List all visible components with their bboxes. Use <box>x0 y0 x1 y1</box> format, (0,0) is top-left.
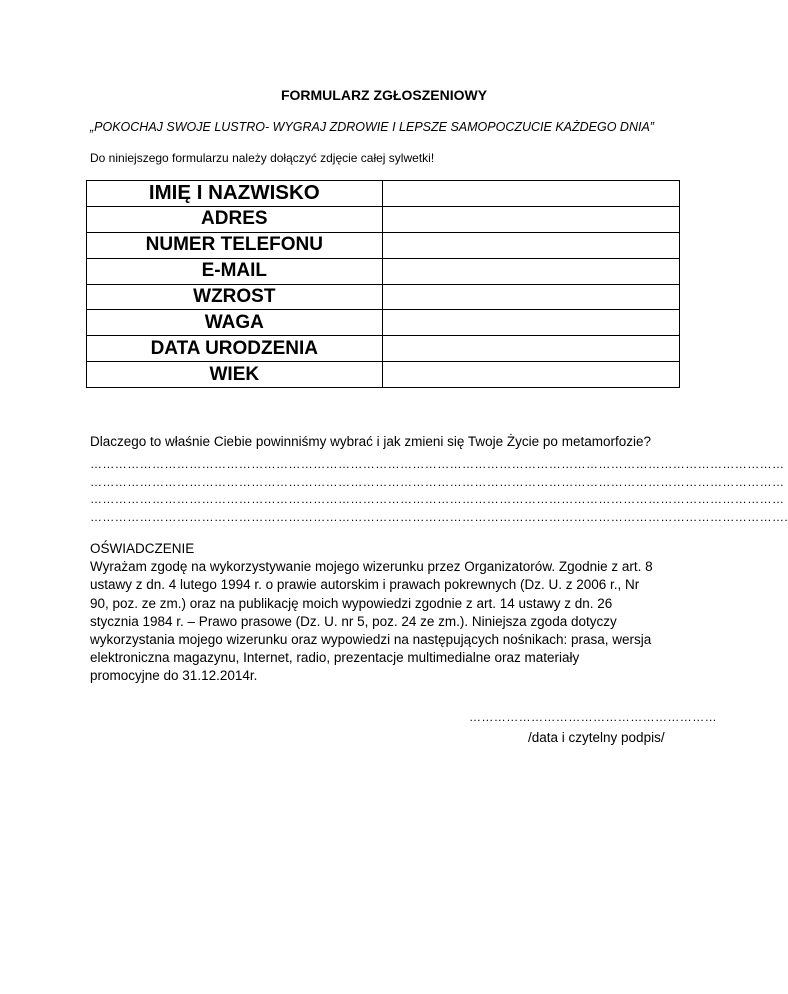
answer-line-4[interactable]: ……………………………………………………………………………………………………………………………………………………. <box>90 510 788 524</box>
form-row <box>87 362 680 388</box>
personal-data-table <box>86 180 680 388</box>
field-value-cell[interactable] <box>382 206 679 232</box>
form-row <box>87 206 680 232</box>
form-row <box>87 232 680 258</box>
field-value-cell[interactable] <box>382 232 679 258</box>
declaration-heading: OŚWIADCZENIE <box>90 541 195 556</box>
declaration-section <box>90 540 690 686</box>
field-label: ADRES <box>87 206 383 232</box>
field-label: IMIĘ I NAZWISKO <box>87 181 383 207</box>
question-text: Dlaczego to właśnie Ciebie powinniśmy wybrać i jak zmieni się Twoje Życie po metamorfozie? <box>90 434 651 449</box>
form-subtitle: „POKOCHAJ SWOJE LUSTRO- WYGRAJ ZDROWIE I LEPSZE SAMOPOCZUCIE KAŻDEGO DNIA” <box>90 120 654 134</box>
field-value-cell[interactable] <box>382 336 679 362</box>
form-row <box>87 336 680 362</box>
field-label: WAGA <box>87 310 383 336</box>
field-value-cell[interactable] <box>382 362 679 388</box>
declaration-text: Wyrażam zgodę na wykorzystywanie mojego wizerunku przez Organizatorów. Zgodnie z art. 8 ustawy z dn. 4 lutego 1994 r. o prawie autorskim i prawach pokrewnych (Dz. U. z 2006 r., Nr 90, poz. ze zm.) oraz na publikację moich wypowiedzi zgodnie z art. 14 ustawy z dn. 26 stycznia 1984 r. – Prawo prasowe (Dz. U. nr 5, poz. 24 ze zm.). Niniejsza zgoda dotyczy wykorzystania mojego wizerunku oraz wypowiedzi na następujących nośnikach: prasa, wersja elektroniczna magazynu, Internet, radio, prezentacje multimedialne oraz materiały promocyjne do 31.12.2014r. <box>90 559 653 684</box>
answer-line-1[interactable]: …………………………………………………………………………………………………………………………………………………… <box>90 457 785 471</box>
field-value-cell[interactable] <box>382 258 679 284</box>
form-row <box>87 258 680 284</box>
field-label: DATA URODZENIA <box>87 336 383 362</box>
field-label: WIEK <box>87 362 383 388</box>
answer-line-3[interactable]: …………………………………………………………………………………………………………………………………………………… <box>90 492 785 506</box>
field-label: NUMER TELEFONU <box>87 232 383 258</box>
form-title: FORMULARZ ZGŁOSZENIOWY <box>280 87 488 103</box>
field-value-cell[interactable] <box>382 181 679 207</box>
photo-note: Do niniejszego formularzu należy dołączyć zdjęcie całej sylwetki! <box>90 151 435 165</box>
form-row <box>87 310 680 336</box>
field-value-cell[interactable] <box>382 310 679 336</box>
form-row <box>87 284 680 310</box>
signature-label: /data i czytelny podpis/ <box>528 730 665 745</box>
field-label: E-MAIL <box>87 258 383 284</box>
field-label: WZROST <box>87 284 383 310</box>
signature-line[interactable]: …………………………………………………… <box>469 710 717 724</box>
answer-line-2[interactable]: …………………………………………………………………………………………………………………………………………………… <box>90 475 785 489</box>
form-row <box>87 181 680 207</box>
field-value-cell[interactable] <box>382 284 679 310</box>
